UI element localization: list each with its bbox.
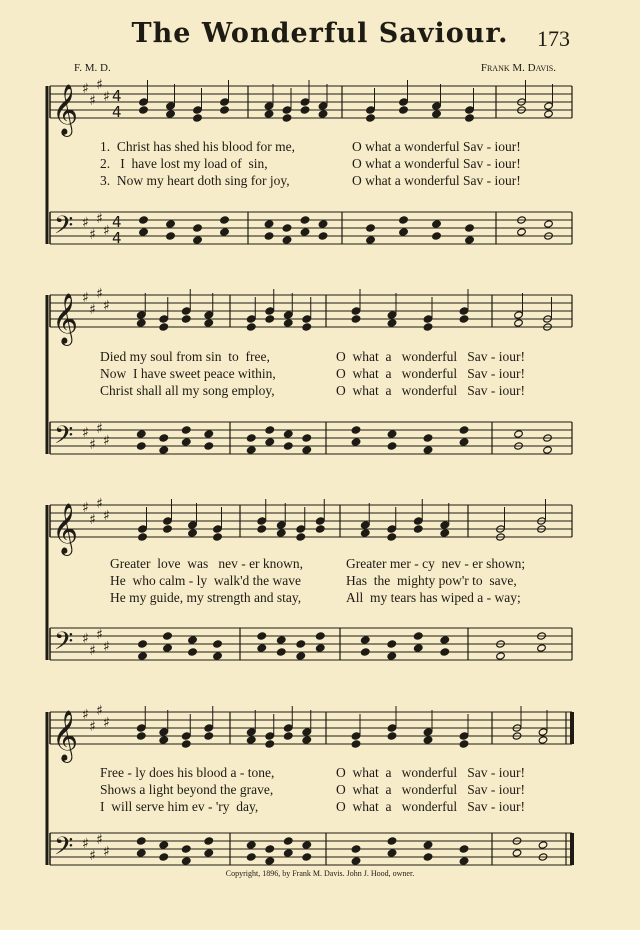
note-head: [366, 224, 376, 232]
note-head: [139, 216, 149, 224]
note-head: [514, 311, 524, 319]
note-head: [387, 652, 397, 660]
note-head: [220, 106, 230, 114]
note-head: [459, 845, 469, 853]
sharp-icon: ♯: [89, 93, 96, 109]
lyric-line-right: O what a wonderful Sav - iour!: [352, 139, 521, 154]
note-head: [517, 228, 527, 236]
note-head: [204, 430, 214, 438]
lyric-line-left: Christ shall all my song employ,: [100, 383, 275, 398]
sharp-icon: ♯: [96, 703, 103, 719]
note-head: [204, 724, 214, 732]
lyric-line-right: O what a wonderful Sav - iour!: [336, 366, 525, 381]
note-head: [459, 315, 469, 323]
note-head: [538, 736, 548, 744]
note-head: [188, 529, 198, 537]
note-head: [276, 529, 286, 537]
note-head: [138, 640, 148, 648]
note-head: [318, 232, 328, 240]
note-head: [159, 841, 169, 849]
note-head: [136, 311, 146, 319]
note-head: [440, 521, 450, 529]
note-head: [296, 640, 306, 648]
note-head: [544, 220, 554, 228]
note-head: [387, 430, 397, 438]
note-head: [315, 644, 325, 652]
note-head: [257, 644, 267, 652]
sharp-icon: ♯: [82, 81, 89, 97]
note-head: [246, 323, 256, 331]
sharp-icon: ♯: [89, 227, 96, 243]
lyric-line-left: I will serve him ev - 'ry day,: [100, 799, 259, 814]
note-head: [302, 853, 312, 861]
note-head: [387, 640, 397, 648]
sharp-icon: ♯: [96, 832, 103, 848]
sharp-icon: ♯: [82, 215, 89, 231]
note-head: [351, 740, 361, 748]
note-head: [257, 525, 267, 533]
note-head: [139, 228, 149, 236]
note-head: [264, 110, 274, 118]
note-head: [282, 114, 292, 122]
note-head: [136, 442, 146, 450]
page-number: 173: [537, 26, 570, 51]
note-head: [213, 533, 223, 541]
note-head: [159, 315, 169, 323]
note-head: [413, 517, 423, 525]
note-head: [193, 224, 203, 232]
note-head: [139, 98, 149, 106]
note-head: [423, 315, 433, 323]
music-system: [0, 77, 640, 254]
note-head: [220, 228, 230, 236]
note-head: [315, 517, 325, 525]
sharp-icon: ♯: [103, 433, 110, 449]
note-head: [318, 102, 328, 110]
sharp-icon: ♯: [103, 298, 110, 314]
note-head: [246, 434, 256, 442]
note-head: [300, 228, 310, 236]
note-head: [220, 216, 230, 224]
note-head: [543, 446, 553, 454]
sharp-icon: ♯: [103, 508, 110, 524]
note-head: [514, 430, 524, 438]
note-head: [181, 857, 191, 865]
note-head: [138, 525, 148, 533]
note-head: [465, 224, 475, 232]
note-head: [264, 102, 274, 110]
note-head: [265, 845, 275, 853]
note-head: [138, 533, 148, 541]
note-head: [265, 732, 275, 740]
sharp-icon: ♯: [103, 223, 110, 239]
note-head: [181, 438, 191, 446]
note-head: [432, 110, 442, 118]
note-head: [300, 106, 310, 114]
note-head: [257, 632, 267, 640]
note-head: [399, 228, 409, 236]
note-head: [360, 521, 370, 529]
note-head: [166, 232, 176, 240]
lyric-line-left: 2. I have lost my load of sin,: [100, 156, 268, 171]
note-head: [544, 102, 554, 110]
note-head: [300, 98, 310, 106]
lyric-line-right: O what a wonderful Sav - iour!: [336, 799, 525, 814]
note-head: [465, 114, 475, 122]
note-head: [423, 323, 433, 331]
note-head: [387, 732, 397, 740]
note-head: [213, 525, 223, 533]
note-head: [283, 732, 293, 740]
note-head: [159, 853, 169, 861]
lyric-line-right: O what a wonderful Sav - iour!: [336, 782, 525, 797]
note-head: [351, 438, 361, 446]
note-head: [300, 216, 310, 224]
note-head: [296, 525, 306, 533]
note-head: [399, 106, 409, 114]
note-head: [246, 446, 256, 454]
note-head: [181, 740, 191, 748]
note-head: [159, 736, 169, 744]
note-head: [136, 732, 146, 740]
note-head: [360, 636, 370, 644]
note-head: [283, 319, 293, 327]
note-head: [159, 446, 169, 454]
note-head: [166, 220, 176, 228]
note-head: [432, 220, 442, 228]
note-head: [204, 837, 214, 845]
lyric-line-right: All my tears has wiped a - way;: [346, 590, 521, 605]
note-head: [544, 110, 554, 118]
note-head: [188, 648, 198, 656]
note-head: [351, 857, 361, 865]
note-head: [204, 732, 214, 740]
note-head: [351, 315, 361, 323]
note-head: [136, 837, 146, 845]
note-head: [166, 102, 176, 110]
note-head: [459, 307, 469, 315]
note-head: [399, 216, 409, 224]
time-signature-numerator: 4: [112, 213, 122, 231]
note-head: [204, 849, 214, 857]
note-head: [318, 110, 328, 118]
note-head: [264, 220, 274, 228]
note-head: [163, 644, 173, 652]
sharp-icon: ♯: [82, 707, 89, 723]
note-head: [387, 837, 397, 845]
note-head: [537, 644, 547, 652]
note-head: [181, 315, 191, 323]
note-head: [440, 636, 450, 644]
note-head: [302, 434, 312, 442]
note-head: [366, 106, 376, 114]
lyric-line-left: He my guide, my strength and stay,: [110, 590, 302, 605]
note-head: [432, 102, 442, 110]
note-head: [432, 232, 442, 240]
music-system: [0, 286, 640, 464]
time-signature-numerator: 4: [112, 87, 122, 105]
note-head: [265, 740, 275, 748]
note-head: [264, 232, 274, 240]
lyric-line-right: O what a wonderful Sav - iour!: [336, 383, 525, 398]
note-head: [246, 315, 256, 323]
time-signature-denominator: 4: [112, 103, 122, 121]
sharp-icon: ♯: [82, 631, 89, 647]
note-head: [387, 525, 397, 533]
note-head: [246, 728, 256, 736]
sharp-icon: ♯: [89, 302, 96, 318]
note-head: [193, 236, 203, 244]
bass-clef-icon: 𝄢: [54, 832, 74, 867]
note-head: [159, 434, 169, 442]
note-head: [166, 110, 176, 118]
sharp-icon: ♯: [103, 844, 110, 860]
bass-clef-icon: 𝄢: [54, 627, 74, 662]
sharp-icon: ♯: [96, 286, 103, 302]
note-head: [265, 315, 275, 323]
note-head: [360, 648, 370, 656]
hymn-title: The Wonderful Saviour.: [131, 18, 509, 49]
note-head: [459, 857, 469, 865]
note-head: [213, 640, 223, 648]
note-head: [387, 724, 397, 732]
note-head: [220, 98, 230, 106]
note-head: [465, 106, 475, 114]
lyricist-credit: F. M. D.: [74, 62, 111, 74]
note-head: [351, 732, 361, 740]
note-head: [276, 521, 286, 529]
note-head: [276, 636, 286, 644]
treble-clef-icon: 𝄞: [52, 84, 79, 135]
time-signature-denominator: 4: [112, 229, 122, 247]
note-head: [366, 114, 376, 122]
sharp-icon: ♯: [82, 425, 89, 441]
sharp-icon: ♯: [82, 836, 89, 852]
sharp-icon: ♯: [89, 437, 96, 453]
note-head: [315, 632, 325, 640]
sharp-icon: ♯: [96, 421, 103, 437]
note-head: [538, 728, 548, 736]
note-head: [213, 652, 223, 660]
note-head: [302, 728, 312, 736]
note-head: [246, 736, 256, 744]
note-head: [459, 426, 469, 434]
note-head: [181, 732, 191, 740]
sharp-icon: ♯: [96, 627, 103, 643]
bass-clef-icon: 𝄢: [54, 421, 74, 456]
sharp-icon: ♯: [89, 719, 96, 735]
lyric-line-left: 3. Now my heart doth sing for joy,: [100, 173, 290, 188]
note-head: [246, 853, 256, 861]
note-head: [459, 438, 469, 446]
note-head: [496, 652, 506, 660]
note-head: [136, 849, 146, 857]
note-head: [283, 442, 293, 450]
note-head: [283, 430, 293, 438]
note-head: [246, 841, 256, 849]
note-head: [163, 525, 173, 533]
music-system: [0, 496, 640, 670]
note-head: [159, 323, 169, 331]
note-head: [283, 311, 293, 319]
note-head: [296, 652, 306, 660]
lyric-line-right: O what a wonderful Sav - iour!: [352, 156, 521, 171]
note-head: [159, 728, 169, 736]
sharp-icon: ♯: [96, 77, 103, 93]
sharp-icon: ♯: [96, 211, 103, 227]
note-head: [181, 307, 191, 315]
lyric-line-left: Shows a light beyond the grave,: [100, 782, 274, 797]
note-head: [193, 114, 203, 122]
note-head: [413, 644, 423, 652]
copyright-notice: Copyright, 1896, by Frank M. Davis. John J. Hood, owner.: [225, 869, 415, 878]
note-head: [181, 426, 191, 434]
note-head: [296, 533, 306, 541]
note-head: [423, 728, 433, 736]
note-head: [423, 434, 433, 442]
sharp-icon: ♯: [89, 848, 96, 864]
note-head: [366, 236, 376, 244]
note-head: [265, 307, 275, 315]
note-head: [423, 841, 433, 849]
lyric-line-right: O what a wonderful Sav - iour!: [352, 173, 521, 188]
note-head: [351, 845, 361, 853]
sharp-icon: ♯: [89, 512, 96, 528]
note-head: [257, 517, 267, 525]
treble-clef-icon: 𝄞: [52, 503, 79, 554]
sharp-icon: ♯: [103, 89, 110, 105]
note-head: [465, 236, 475, 244]
note-head: [459, 732, 469, 740]
lyric-line-left: He who calm - ly walk'd the wave: [110, 573, 301, 588]
lyric-line-left: Greater love was nev - er known,: [110, 556, 304, 571]
sharp-icon: ♯: [82, 500, 89, 516]
lyric-line-right: O what a wonderful Sav - iour!: [336, 349, 525, 364]
treble-clef-icon: 𝄞: [52, 293, 79, 344]
note-head: [282, 106, 292, 114]
note-head: [302, 323, 312, 331]
note-head: [265, 438, 275, 446]
note-head: [136, 319, 146, 327]
sharp-icon: ♯: [96, 496, 103, 512]
note-head: [315, 525, 325, 533]
note-head: [193, 106, 203, 114]
sharp-icon: ♯: [103, 639, 110, 655]
note-head: [440, 529, 450, 537]
note-head: [188, 636, 198, 644]
note-head: [265, 426, 275, 434]
note-head: [276, 648, 286, 656]
note-head: [399, 98, 409, 106]
lyric-line-left: Now I have sweet peace within,: [100, 366, 276, 381]
note-head: [282, 224, 292, 232]
note-head: [283, 724, 293, 732]
note-head: [538, 841, 548, 849]
lyric-line-right: Has the mighty pow'r to save,: [346, 573, 517, 588]
note-head: [318, 220, 328, 228]
note-head: [204, 311, 214, 319]
note-head: [423, 853, 433, 861]
note-head: [163, 517, 173, 525]
note-head: [136, 724, 146, 732]
treble-clef-icon: 𝄞: [52, 710, 79, 761]
note-head: [204, 442, 214, 450]
note-head: [387, 311, 397, 319]
note-head: [423, 736, 433, 744]
sharp-icon: ♯: [82, 290, 89, 306]
note-head: [282, 236, 292, 244]
note-head: [459, 740, 469, 748]
lyric-line-right: Greater mer - cy nev - er shown;: [346, 556, 526, 571]
lyric-line-left: Died my soul from sin to free,: [100, 349, 270, 364]
bass-clef-icon: 𝄢: [54, 211, 74, 246]
composer-credit: Frank M. Davis.: [480, 62, 556, 74]
note-head: [512, 849, 522, 857]
lyric-line-left: 1. Christ has shed his blood for me,: [100, 139, 295, 154]
note-head: [351, 307, 361, 315]
note-head: [514, 319, 524, 327]
note-head: [136, 430, 146, 438]
note-head: [188, 521, 198, 529]
note-head: [265, 857, 275, 865]
note-head: [413, 525, 423, 533]
note-head: [387, 442, 397, 450]
note-head: [387, 849, 397, 857]
note-head: [283, 837, 293, 845]
note-head: [139, 106, 149, 114]
note-head: [351, 426, 361, 434]
note-head: [423, 446, 433, 454]
note-head: [138, 652, 148, 660]
sharp-icon: ♯: [103, 715, 110, 731]
music-system: [0, 703, 640, 875]
note-head: [302, 315, 312, 323]
note-head: [163, 632, 173, 640]
note-head: [440, 648, 450, 656]
lyric-line-left: Free - ly does his blood a - tone,: [100, 765, 275, 780]
note-head: [181, 845, 191, 853]
note-head: [204, 319, 214, 327]
lyric-line-right: O what a wonderful Sav - iour!: [336, 765, 525, 780]
note-head: [302, 841, 312, 849]
note-head: [387, 319, 397, 327]
note-head: [413, 632, 423, 640]
note-head: [302, 446, 312, 454]
sharp-icon: ♯: [89, 643, 96, 659]
note-head: [360, 529, 370, 537]
note-head: [387, 533, 397, 541]
note-head: [283, 849, 293, 857]
note-head: [302, 736, 312, 744]
